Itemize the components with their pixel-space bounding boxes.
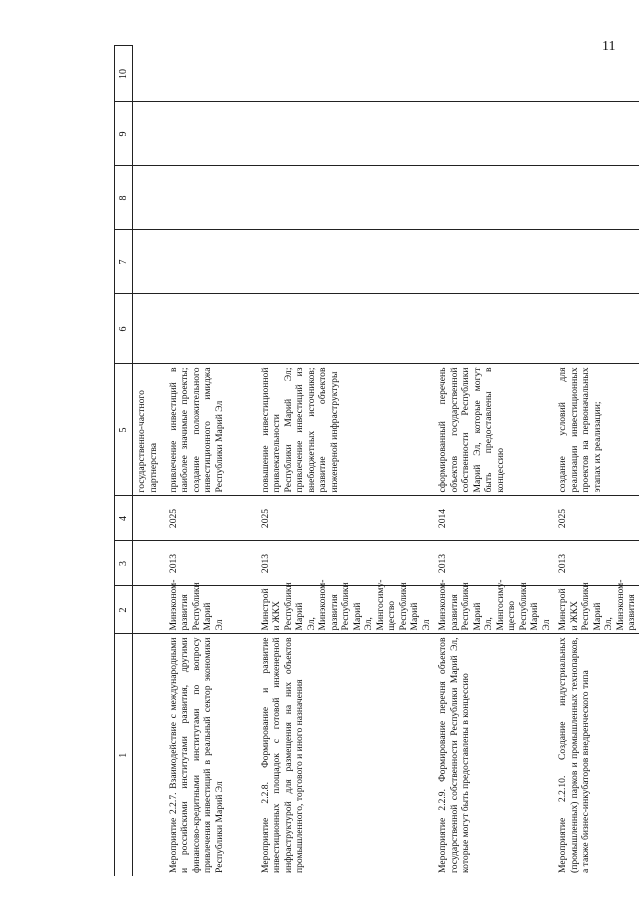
column-7-cell [554, 230, 639, 294]
column-10-cell [434, 46, 554, 102]
column-7-cell [257, 230, 435, 294]
column-header: 9 [115, 102, 133, 166]
executor-cell: Минэконом-развития Республики Марий Эл, Мингосиму-щество Республики Марий Эл [434, 586, 554, 634]
column-header: 2 [115, 586, 133, 634]
column-8-cell [165, 166, 257, 230]
table-row [165, 46, 257, 876]
column-6-cell [434, 294, 554, 364]
column-8-cell [257, 166, 435, 230]
column-8-cell [133, 166, 165, 230]
column-header: 7 [115, 230, 133, 294]
column-header: 8 [115, 166, 133, 230]
column-6-cell [554, 294, 639, 364]
table-row [434, 46, 554, 876]
activity-cell: Мероприятие 2.2.10. Создание индустриальных (промышленных) парков и промышленных технопарков, а также бизнес-инкубаторов внедренческого типа [557, 637, 591, 873]
result-cell: привлечение инвестиций в наиболее значимые проекты; создание положительного инвестиционного имиджа Республики Марий Эл [165, 364, 257, 496]
column-10-cell [554, 46, 639, 102]
end-year-cell [133, 496, 165, 541]
result-cell: сформированный перечень объектов государственной собственности Республики Марий Эл, которые могут быть предоставлены в концессию [434, 364, 554, 496]
column-7-cell [133, 230, 165, 294]
column-9-cell [257, 102, 435, 166]
column-7-cell [165, 230, 257, 294]
result-cell: государственно-частного партнерства [133, 364, 165, 496]
column-9-cell [554, 102, 639, 166]
executor-cell: Минстрой и ЖКХ Республики Марий Эл, Минэконом-развития [554, 586, 639, 634]
column-6-cell [257, 294, 435, 364]
start-year-cell: 2013 [257, 541, 435, 586]
activity-cell [133, 634, 165, 876]
column-9-cell [165, 102, 257, 166]
page-number: 11 [602, 39, 616, 54]
column-10-cell [257, 46, 435, 102]
end-year-cell: 2025 [257, 496, 435, 541]
column-header: 1 [115, 634, 133, 876]
executor-cell [133, 586, 165, 634]
start-year-cell [133, 541, 165, 586]
result-cell: создание условий для реализации инвестиционных проектов на первоначальных этапах их реализации; [554, 364, 639, 496]
column-6-cell [133, 294, 165, 364]
header-row [115, 46, 133, 876]
table-row [554, 46, 639, 876]
table-row [133, 46, 165, 876]
start-year-cell: 2013 [165, 541, 257, 586]
table-row [257, 46, 435, 876]
activity-cell: Мероприятие 2.2.8. Формирование и развитие инвестиционных площадок с готовой инженерной инфраструктурой для размещения на них объектов промышленного, торгового и иного назначения [259, 637, 305, 873]
activity-cell: Мероприятие 2.2.7. Взаимодействие с международными и российскими институтами развития, другими финансово-кредитными институтами по вопросу привлечения инвестиций в реальный сектор экономики Республики Марий Эл [167, 637, 225, 873]
end-year-cell: 2014 [434, 496, 554, 541]
result-cell: повышение инвестиционной привлекательности Республики Марий Эл; привлечение инвестиций из внебюджетных источников; развитие объектов инженерной инфраструктуры [257, 364, 435, 496]
executor-cell: Минэконом-развития Республики Марий Эл [165, 586, 257, 634]
executor-cell: Минстрой и ЖКХ Республики Марий Эл, Минэконом-развития Республики Марий Эл, Мингосиму-щество Республики Марий Эл [257, 586, 435, 634]
start-year-cell: 2013 [434, 541, 554, 586]
end-year-cell: 2025 [554, 496, 639, 541]
column-7-cell [434, 230, 554, 294]
column-header: 5 [115, 364, 133, 496]
column-8-cell [554, 166, 639, 230]
column-header: 3 [115, 541, 133, 586]
column-header: 10 [115, 46, 133, 102]
column-10-cell [165, 46, 257, 102]
start-year-cell: 2013 [554, 541, 639, 586]
end-year-cell: 2025 [165, 496, 257, 541]
column-header: 4 [115, 496, 133, 541]
column-header: 6 [115, 294, 133, 364]
program-activities-table [114, 46, 639, 877]
column-9-cell [434, 102, 554, 166]
column-6-cell [165, 294, 257, 364]
column-9-cell [133, 102, 165, 166]
landscape-table-container [114, 46, 639, 876]
column-10-cell [133, 46, 165, 102]
column-8-cell [434, 166, 554, 230]
activity-cell: Мероприятие 2.2.9. Формирование перечня объектов государственной собственности Республики Марий Эл, которые могут быть предоставлены в концессию [437, 637, 471, 873]
